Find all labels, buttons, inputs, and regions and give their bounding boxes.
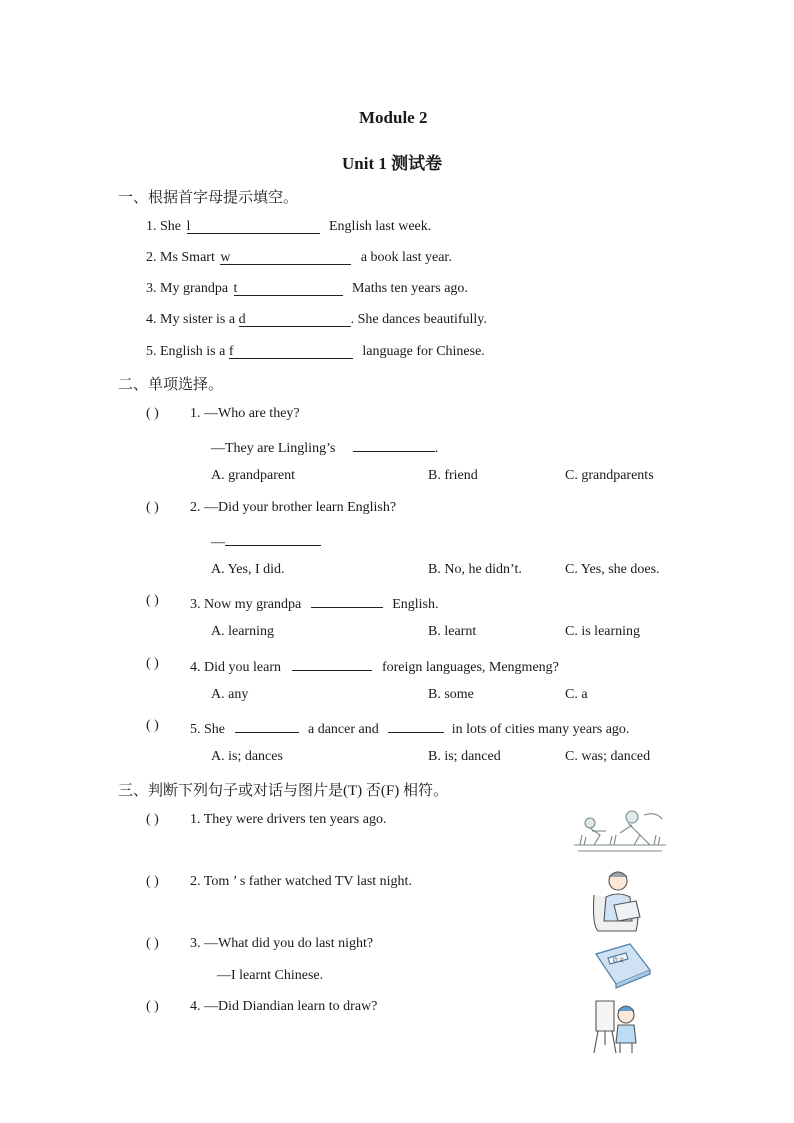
tf-3-response: —I learnt Chinese. — [217, 968, 324, 983]
mc-4-option-c[interactable]: C. a — [565, 687, 588, 702]
mc-3-question: 3. Now my grandpa English. — [190, 593, 438, 613]
mc-5-option-b[interactable]: B. is; danced — [428, 749, 501, 764]
fill-blank-1[interactable]: l — [187, 219, 320, 234]
mc-1-question: 1. —Who are they? — [190, 406, 300, 421]
mc-5-paren[interactable]: ( ) — [146, 718, 159, 733]
mc-2-question: 2. —Did your brother learn English? — [190, 500, 397, 515]
module-title: Module 2 — [359, 108, 428, 127]
fill-item-5: 5. English is a f language for Chinese. — [146, 344, 485, 359]
fill-item-3: 3. My grandpa t Maths ten years ago. — [146, 281, 468, 296]
mc-1-option-a[interactable]: A. grandparent — [211, 468, 295, 483]
mc-5-option-a[interactable]: A. is; dances — [211, 749, 283, 764]
book-cover-label: 语文 — [612, 957, 625, 964]
fill-blank-3[interactable]: t — [234, 281, 343, 296]
mc-3-option-c[interactable]: C. is learning — [565, 624, 641, 639]
mc-2-paren[interactable]: ( ) — [146, 500, 159, 515]
mc-4-option-a[interactable]: A. any — [211, 687, 249, 702]
mc-2-blank[interactable] — [225, 531, 321, 546]
mc-1-response: —They are Lingling’s . — [211, 437, 438, 457]
mc-5-question: 5. She a dancer and in lots of cities many years ago. — [190, 718, 629, 738]
mc-4-option-b[interactable]: B. some — [428, 687, 474, 702]
fill-blank-2[interactable]: w — [220, 250, 351, 265]
fill-item-1: 1. She l English last week. — [146, 219, 432, 234]
mc-3-option-a[interactable]: A. learning — [211, 624, 274, 639]
tf-4-question: 4. —Did Diandian learn to draw? — [190, 999, 378, 1014]
tf-1-paren[interactable]: ( ) — [146, 812, 159, 827]
man-reading-picture — [588, 865, 646, 935]
mc-4-paren[interactable]: ( ) — [146, 656, 159, 671]
mc-4-blank[interactable] — [292, 656, 372, 671]
mc-5-blank-1[interactable] — [235, 718, 299, 733]
section-3-heading: 三、判断下列句子或对话与图片是(T) 否(F) 相符。 — [118, 783, 448, 799]
mc-1-option-b[interactable]: B. friend — [428, 468, 478, 483]
mc-1-blank[interactable] — [353, 437, 435, 452]
mc-2-option-a[interactable]: A. Yes, I did. — [211, 562, 285, 577]
tf-3-paren[interactable]: ( ) — [146, 936, 159, 951]
tf-2-paren[interactable]: ( ) — [146, 874, 159, 889]
mc-1-option-c[interactable]: C. grandparents — [565, 468, 654, 483]
mc-4-question: 4. Did you learn foreign languages, Mengmeng? — [190, 656, 559, 676]
mc-3-blank[interactable] — [311, 593, 383, 608]
fill-item-4: 4. My sister is a d . She dances beautifully. — [146, 312, 487, 327]
chinese-book-picture — [590, 940, 656, 990]
child-drawing-picture — [588, 995, 648, 1057]
tf-2-question: 2. Tom ’ s father watched TV last night. — [190, 874, 412, 889]
tf-1-question: 1. They were drivers ten years ago. — [190, 812, 387, 827]
mc-2-option-c[interactable]: C. Yes, she does. — [565, 562, 660, 577]
mc-3-option-b[interactable]: B. learnt — [428, 624, 477, 639]
mc-5-blank-2[interactable] — [388, 718, 444, 733]
fill-item-2: 2. Ms Smart w a book last year. — [146, 250, 452, 265]
fill-blank-4[interactable]: d — [239, 312, 351, 327]
tf-4-paren[interactable]: ( ) — [146, 999, 159, 1014]
mc-1-paren[interactable]: ( ) — [146, 406, 159, 421]
farmers-picture — [570, 805, 670, 857]
section-2-heading: 二、单项选择。 — [118, 377, 224, 393]
mc-2-option-b[interactable]: B. No, he didn’t. — [428, 562, 522, 577]
section-1-heading: 一、根据首字母提示填空。 — [118, 190, 299, 206]
mc-3-paren[interactable]: ( ) — [146, 593, 159, 608]
unit-title: Unit 1 测试卷 — [342, 154, 443, 173]
fill-blank-5[interactable]: f — [229, 344, 353, 359]
mc-5-option-c[interactable]: C. was; danced — [565, 749, 651, 764]
tf-3-question: 3. —What did you do last night? — [190, 936, 374, 951]
mc-2-response: — — [211, 531, 321, 551]
